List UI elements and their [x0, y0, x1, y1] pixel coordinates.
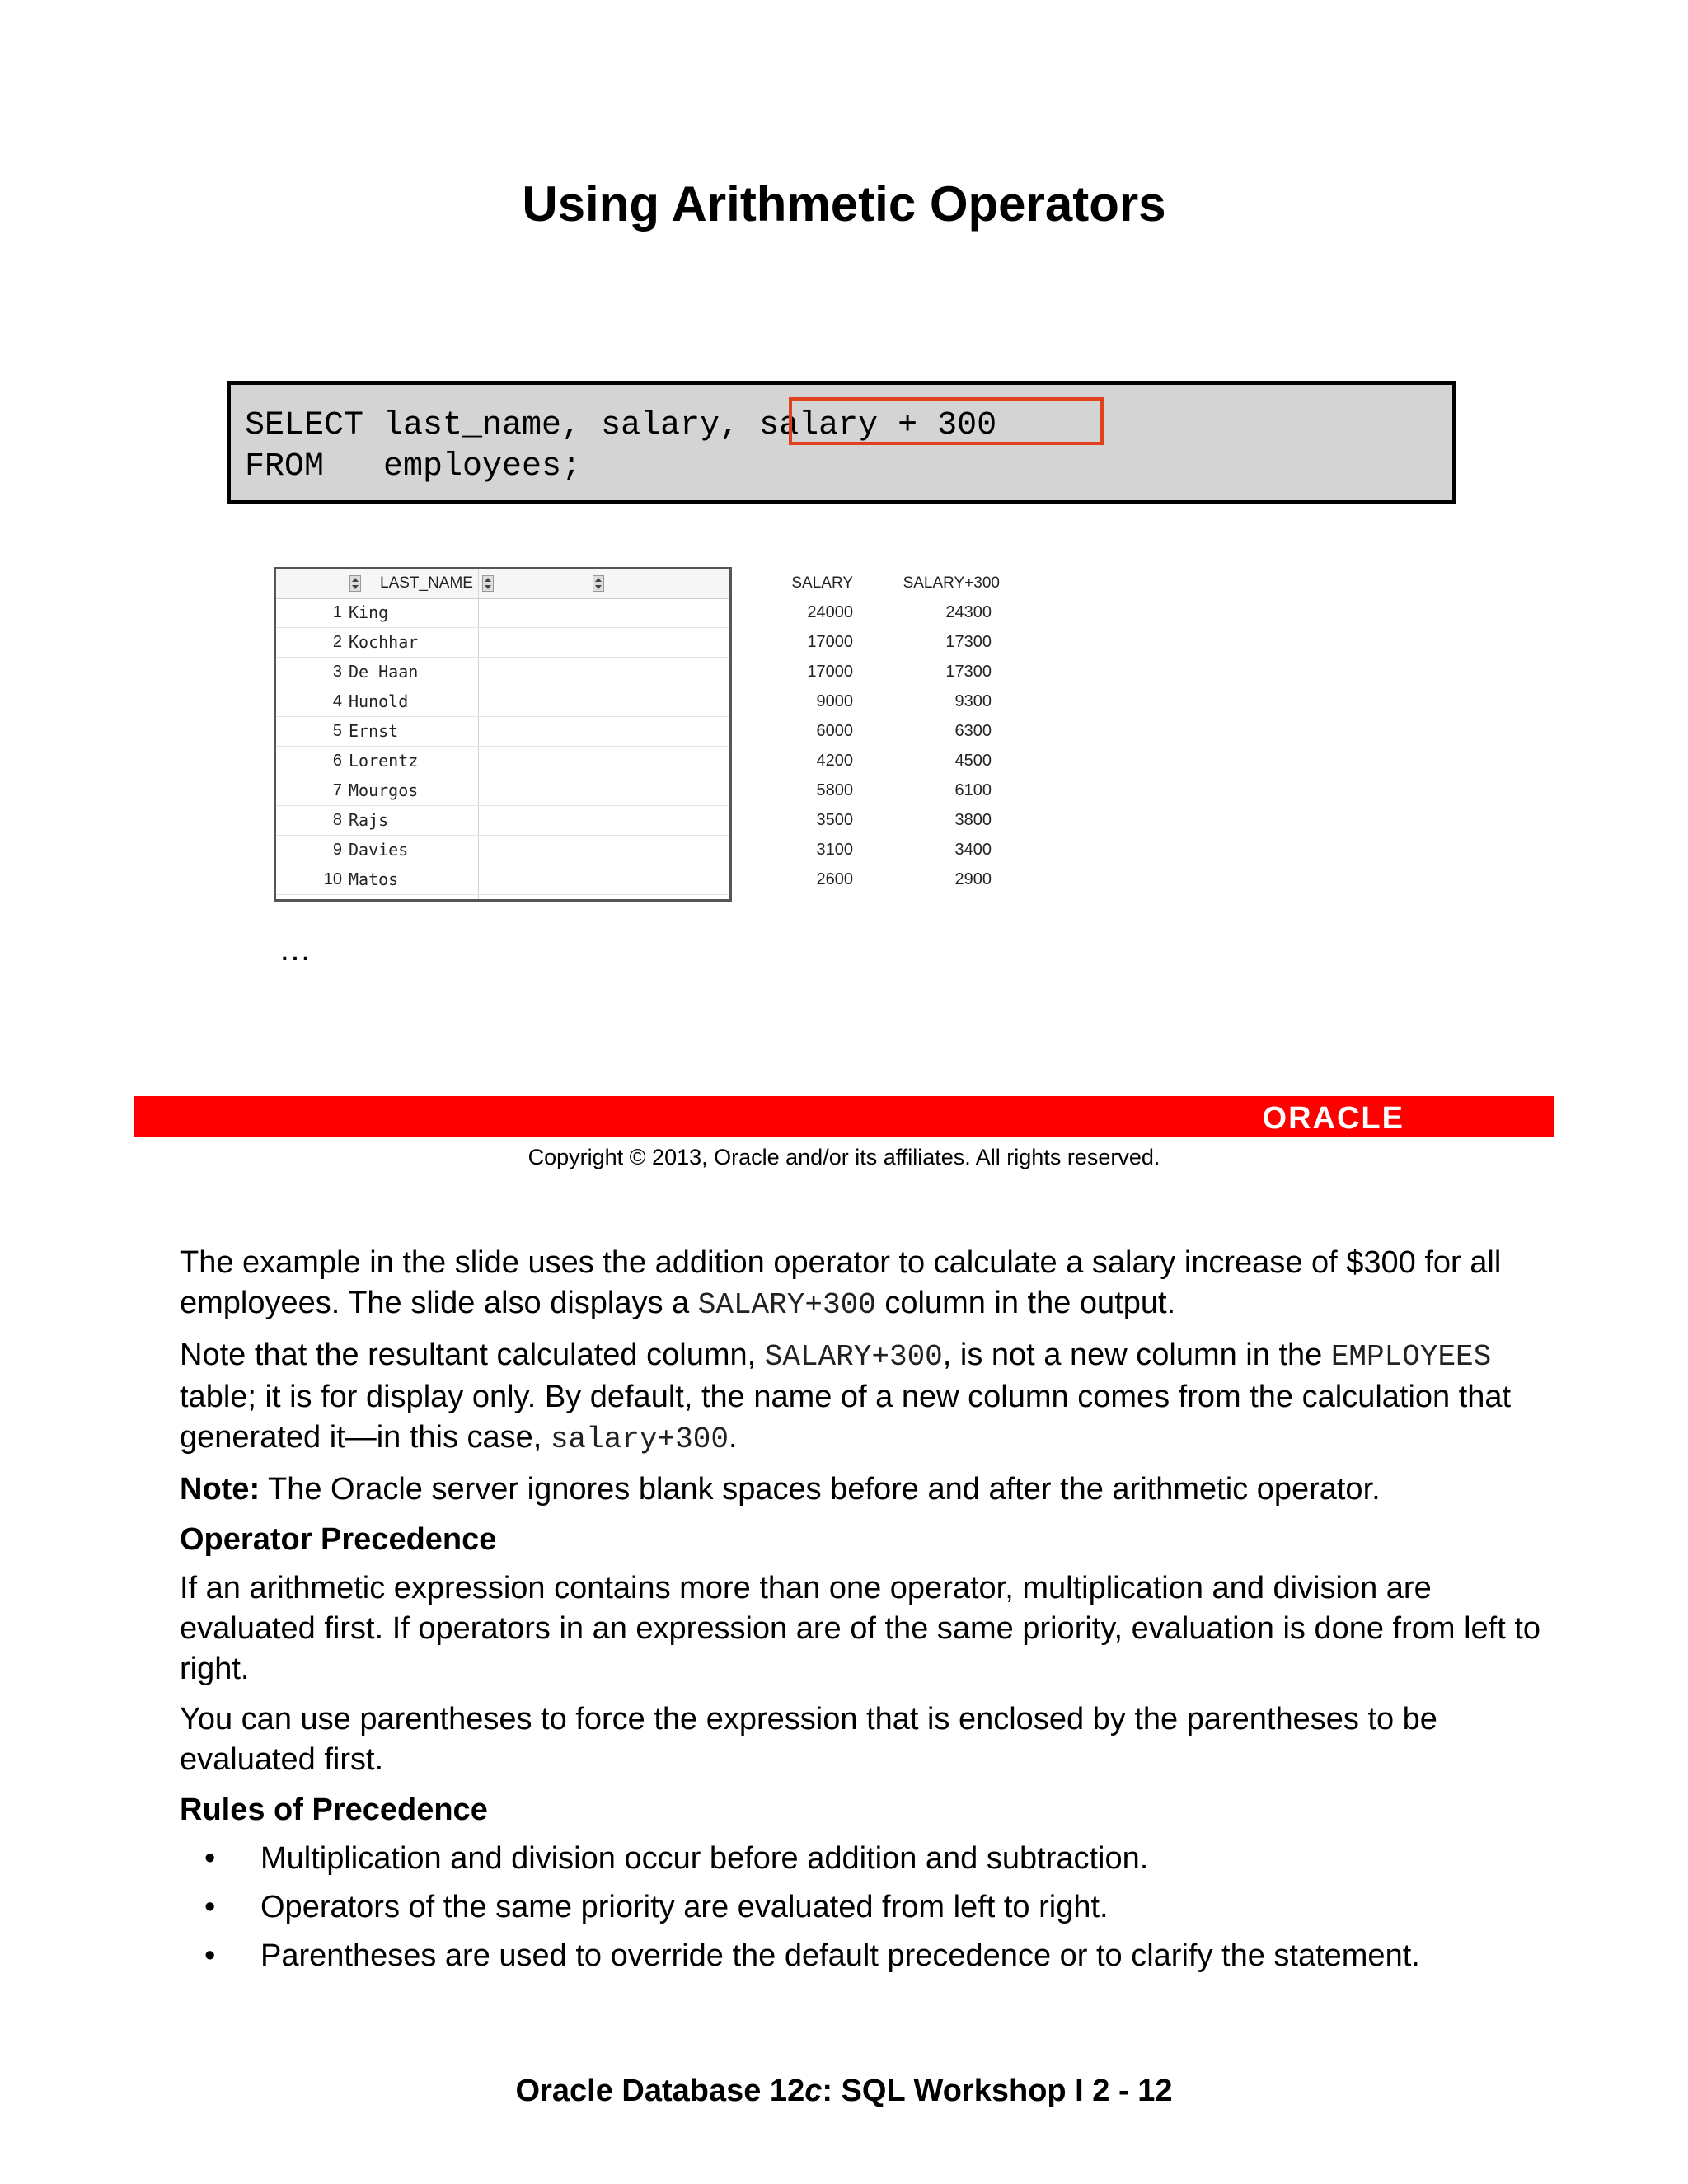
table-row[interactable]	[276, 746, 992, 776]
rules-list	[180, 1839, 1548, 1976]
cell-last-name: Rajs	[349, 810, 389, 830]
cell-salary: 5800	[816, 780, 853, 799]
highlight-box	[789, 397, 1104, 445]
paragraph-resultant-column	[180, 1335, 1548, 1460]
cell-last-name: De Haan	[349, 662, 419, 682]
cell-last-name: Ernst	[349, 721, 399, 741]
row-number: 2	[332, 632, 342, 651]
oracle-logo: ORACLE	[1262, 1101, 1404, 1136]
row-number: 8	[332, 810, 342, 829]
text: Operators of the same priority are evaluated from left to right.	[260, 1890, 1109, 1924]
sort-icon[interactable]	[593, 575, 604, 592]
cell-last-name: King	[349, 602, 389, 622]
column-header-salary[interactable]: SALARY	[791, 574, 853, 592]
inline-code: SALARY+300	[697, 1288, 876, 1322]
sort-icon[interactable]	[482, 575, 494, 592]
table-row[interactable]	[276, 805, 992, 836]
text: The Oracle server ignores blank spaces before and after the arithmetic operator.	[260, 1472, 1381, 1507]
slide-title: Using Arithmetic Operators	[522, 176, 1166, 232]
cell-salary-300: 2900	[954, 869, 992, 888]
cell-salary: 24000	[807, 602, 853, 621]
bullet-icon: •	[204, 1938, 216, 1973]
table-row[interactable]	[276, 687, 992, 717]
oracle-banner	[134, 1096, 1554, 1137]
cell-salary: 17000	[807, 662, 853, 681]
cell-salary: 17000	[807, 632, 853, 651]
bullet-icon: •	[204, 1841, 216, 1876]
cell-salary: 9000	[816, 691, 853, 710]
row-number: 1	[332, 602, 342, 621]
ellipsis: …	[279, 931, 316, 968]
table-row[interactable]	[276, 865, 992, 895]
table-row[interactable]	[276, 776, 992, 806]
copyright-text: Copyright © 2013, Oracle and/or its affiliates. All rights reserved.	[528, 1145, 1160, 1169]
column-header-last-name[interactable]: LAST_NAME	[380, 574, 473, 592]
inline-code: salary+300	[550, 1422, 729, 1456]
sql-code-box	[227, 381, 1456, 504]
paragraph-parentheses: You can use parentheses to force the expression that is enclosed by the parentheses to be evaluated first.	[180, 1702, 1437, 1777]
paragraph-example	[180, 1243, 1548, 1325]
text: table; it is for display only. By default, the name of a new column comes from the calculation that generated it—in this case,	[180, 1380, 1512, 1455]
cell-salary-300: 6300	[954, 721, 992, 740]
list-item	[180, 1936, 1548, 1976]
text: Oracle Database 12	[515, 2074, 805, 2108]
table-row[interactable]	[276, 716, 992, 747]
text: , is not a new column in the	[942, 1338, 1331, 1372]
note-label: Note:	[180, 1472, 260, 1507]
text: .	[728, 1420, 738, 1455]
sort-icon[interactable]	[349, 575, 361, 592]
cell-last-name: Davies	[349, 840, 409, 860]
row-number: 7	[332, 780, 342, 799]
paragraph-precedence: If an arithmetic expression contains more than one operator, multiplication and division are evaluated first. If operators in an expression are of the same priority, evaluation is done from left to right.	[180, 1571, 1541, 1686]
heading-operator-precedence: Operator Precedence	[180, 1522, 497, 1557]
heading-rules-of-precedence: Rules of Precedence	[180, 1793, 488, 1827]
list-item	[180, 1839, 1548, 1879]
page-footer	[0, 2074, 1688, 2109]
cell-last-name: Hunold	[349, 691, 409, 711]
cell-salary: 3500	[816, 810, 853, 829]
notes-body	[180, 1243, 1548, 1985]
paragraph-note	[180, 1469, 1548, 1510]
text: c	[804, 2074, 823, 2108]
column-header-salary-300[interactable]: SALARY+300	[903, 574, 1000, 592]
row-number: 6	[332, 751, 342, 770]
cell-salary-300: 17300	[945, 632, 992, 651]
table-row[interactable]	[276, 835, 992, 865]
cell-salary: 2600	[816, 869, 853, 888]
cell-salary-300: 4500	[954, 751, 992, 770]
cell-last-name: Matos	[349, 869, 399, 889]
cell-salary: 4200	[816, 751, 853, 770]
list-item	[180, 1887, 1548, 1928]
text: Note that the resultant calculated column,	[180, 1338, 765, 1372]
inline-code: EMPLOYEES	[1330, 1340, 1492, 1374]
cell-salary-300: 9300	[954, 691, 992, 710]
cell-last-name: Lorentz	[349, 751, 419, 771]
row-number: 10	[323, 869, 342, 888]
code-select-prefix: SELECT last_name, salary,	[245, 407, 760, 444]
row-number: 4	[332, 691, 342, 710]
text: Multiplication and division occur before addition and subtraction.	[260, 1841, 1149, 1876]
cell-salary-300: 3400	[954, 840, 992, 859]
cell-salary-300: 3800	[954, 810, 992, 829]
code-highlight-text: salary + 300	[759, 407, 997, 444]
text: column in the output.	[875, 1286, 1176, 1320]
result-grid	[274, 567, 1000, 902]
row-number: 3	[332, 662, 342, 681]
text: Parentheses are used to override the default precedence or to clarify the statement.	[260, 1938, 1420, 1973]
code-line-from: FROM employees;	[245, 448, 582, 485]
cell-salary-300: 17300	[945, 662, 992, 681]
text: The example in the slide uses the addition operator to calculate a salary increase of $300 for all employees. The slide also displays a	[180, 1245, 1502, 1320]
cell-salary-300: 6100	[954, 780, 992, 799]
cell-salary: 6000	[816, 721, 853, 740]
cell-last-name: Mourgos	[349, 780, 419, 800]
row-number: 9	[332, 840, 342, 859]
bullet-icon: •	[204, 1890, 216, 1924]
cell-last-name: Kochhar	[349, 632, 419, 652]
table-row[interactable]	[276, 627, 992, 658]
table-row[interactable]	[276, 598, 992, 628]
row-number: 5	[332, 721, 342, 740]
inline-code: SALARY+300	[764, 1340, 943, 1374]
table-row[interactable]	[276, 657, 992, 687]
cell-salary: 3100	[816, 840, 853, 859]
text: : SQL Workshop I 2 - 12	[822, 2074, 1173, 2108]
cell-salary-300: 24300	[945, 602, 992, 621]
